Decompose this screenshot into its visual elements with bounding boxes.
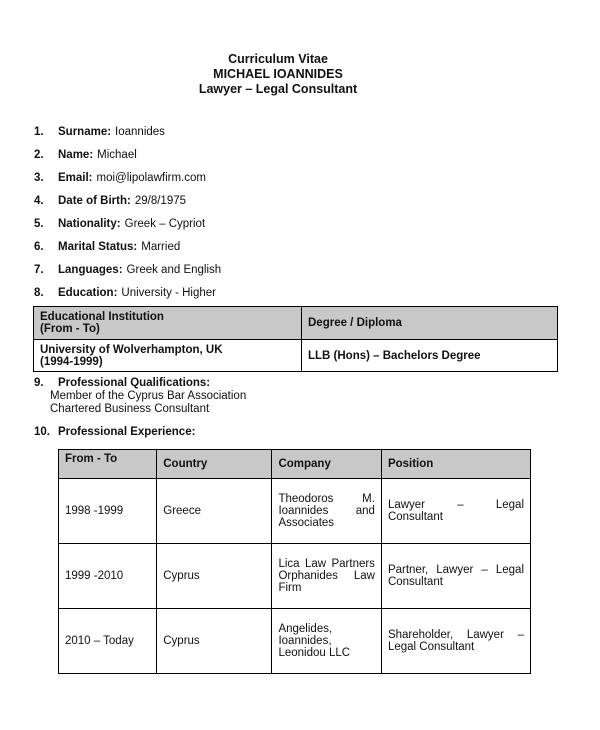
table-cell: University of Wolverhampton, UK (1994-1999): [34, 340, 302, 372]
list-item: 3. Email: moi@lipolawfirm.com: [34, 171, 206, 184]
experience-table: [58, 449, 531, 674]
table-cell: 2010 – Today: [59, 609, 157, 674]
person-title: Lawyer – Legal Consultant: [198, 82, 358, 96]
list-item: 4. Date of Birth: 29/8/1975: [34, 194, 187, 207]
table-cell: Greece: [157, 479, 272, 544]
personal-details: [34, 120, 574, 304]
table-row: [59, 609, 531, 674]
table-header-cell: From - To: [59, 450, 157, 479]
table-cell: Partner, Lawyer – Legal Consultant: [381, 544, 530, 609]
table-cell: LLB (Hons) – Bachelors Degree: [302, 340, 558, 372]
qualifications-section: 9. Professional Qualifications: Member of the Cyprus Bar Association Chartered Business Consultant: [34, 377, 247, 415]
table-header-cell: Degree / Diploma: [302, 307, 558, 340]
list-item: Chartered Business Consultant: [50, 403, 210, 415]
table-cell: Cyprus: [157, 609, 272, 674]
table-cell: 1998 -1999: [59, 479, 157, 544]
cv-header: [0, 52, 556, 97]
table-cell: Cyprus: [157, 544, 272, 609]
table-cell: 1999 -2010: [59, 544, 157, 609]
list-item: 8. Education: University - Higher: [34, 286, 216, 299]
table-row: [59, 479, 531, 544]
table-header-cell: Position: [381, 450, 530, 479]
table-cell: Angelides, Ioannides, Leonidou LLC: [272, 609, 381, 674]
person-name: MICHAEL IOANNIDES: [213, 67, 343, 81]
table-header-cell: Country: [157, 450, 272, 479]
table-row: [34, 340, 558, 372]
list-item: Member of the Cyprus Bar Association: [50, 390, 247, 402]
education-table: [33, 306, 558, 372]
list-item: 2. Name: Michael: [34, 148, 137, 161]
list-item: 5. Nationality: Greek – Cypriot: [34, 217, 206, 230]
table-row: [59, 544, 531, 609]
table-cell: Lica Law Partners Orphanides Law Firm: [272, 544, 381, 609]
list-item: 7. Languages: Greek and English: [34, 263, 222, 276]
table-cell: Shareholder, Lawyer – Legal Consultant: [381, 609, 530, 674]
list-item: 6. Marital Status: Married: [34, 240, 181, 253]
table-header-row: [59, 450, 531, 479]
experience-section-title: 10. Professional Experience:: [34, 426, 196, 438]
doc-title: Curriculum Vitae: [228, 52, 328, 66]
table-header-cell: Educational Institution (From - To): [34, 307, 302, 340]
section-title: Professional Qualifications:: [58, 377, 211, 389]
list-item: 1. Surname: Ioannides: [34, 125, 165, 138]
table-header-row: [34, 307, 558, 340]
table-cell: Lawyer – Legal Consultant: [381, 479, 530, 544]
table-header-cell: Company: [272, 450, 381, 479]
table-cell: Theodoros M. Ioannides and Associates: [272, 479, 381, 544]
